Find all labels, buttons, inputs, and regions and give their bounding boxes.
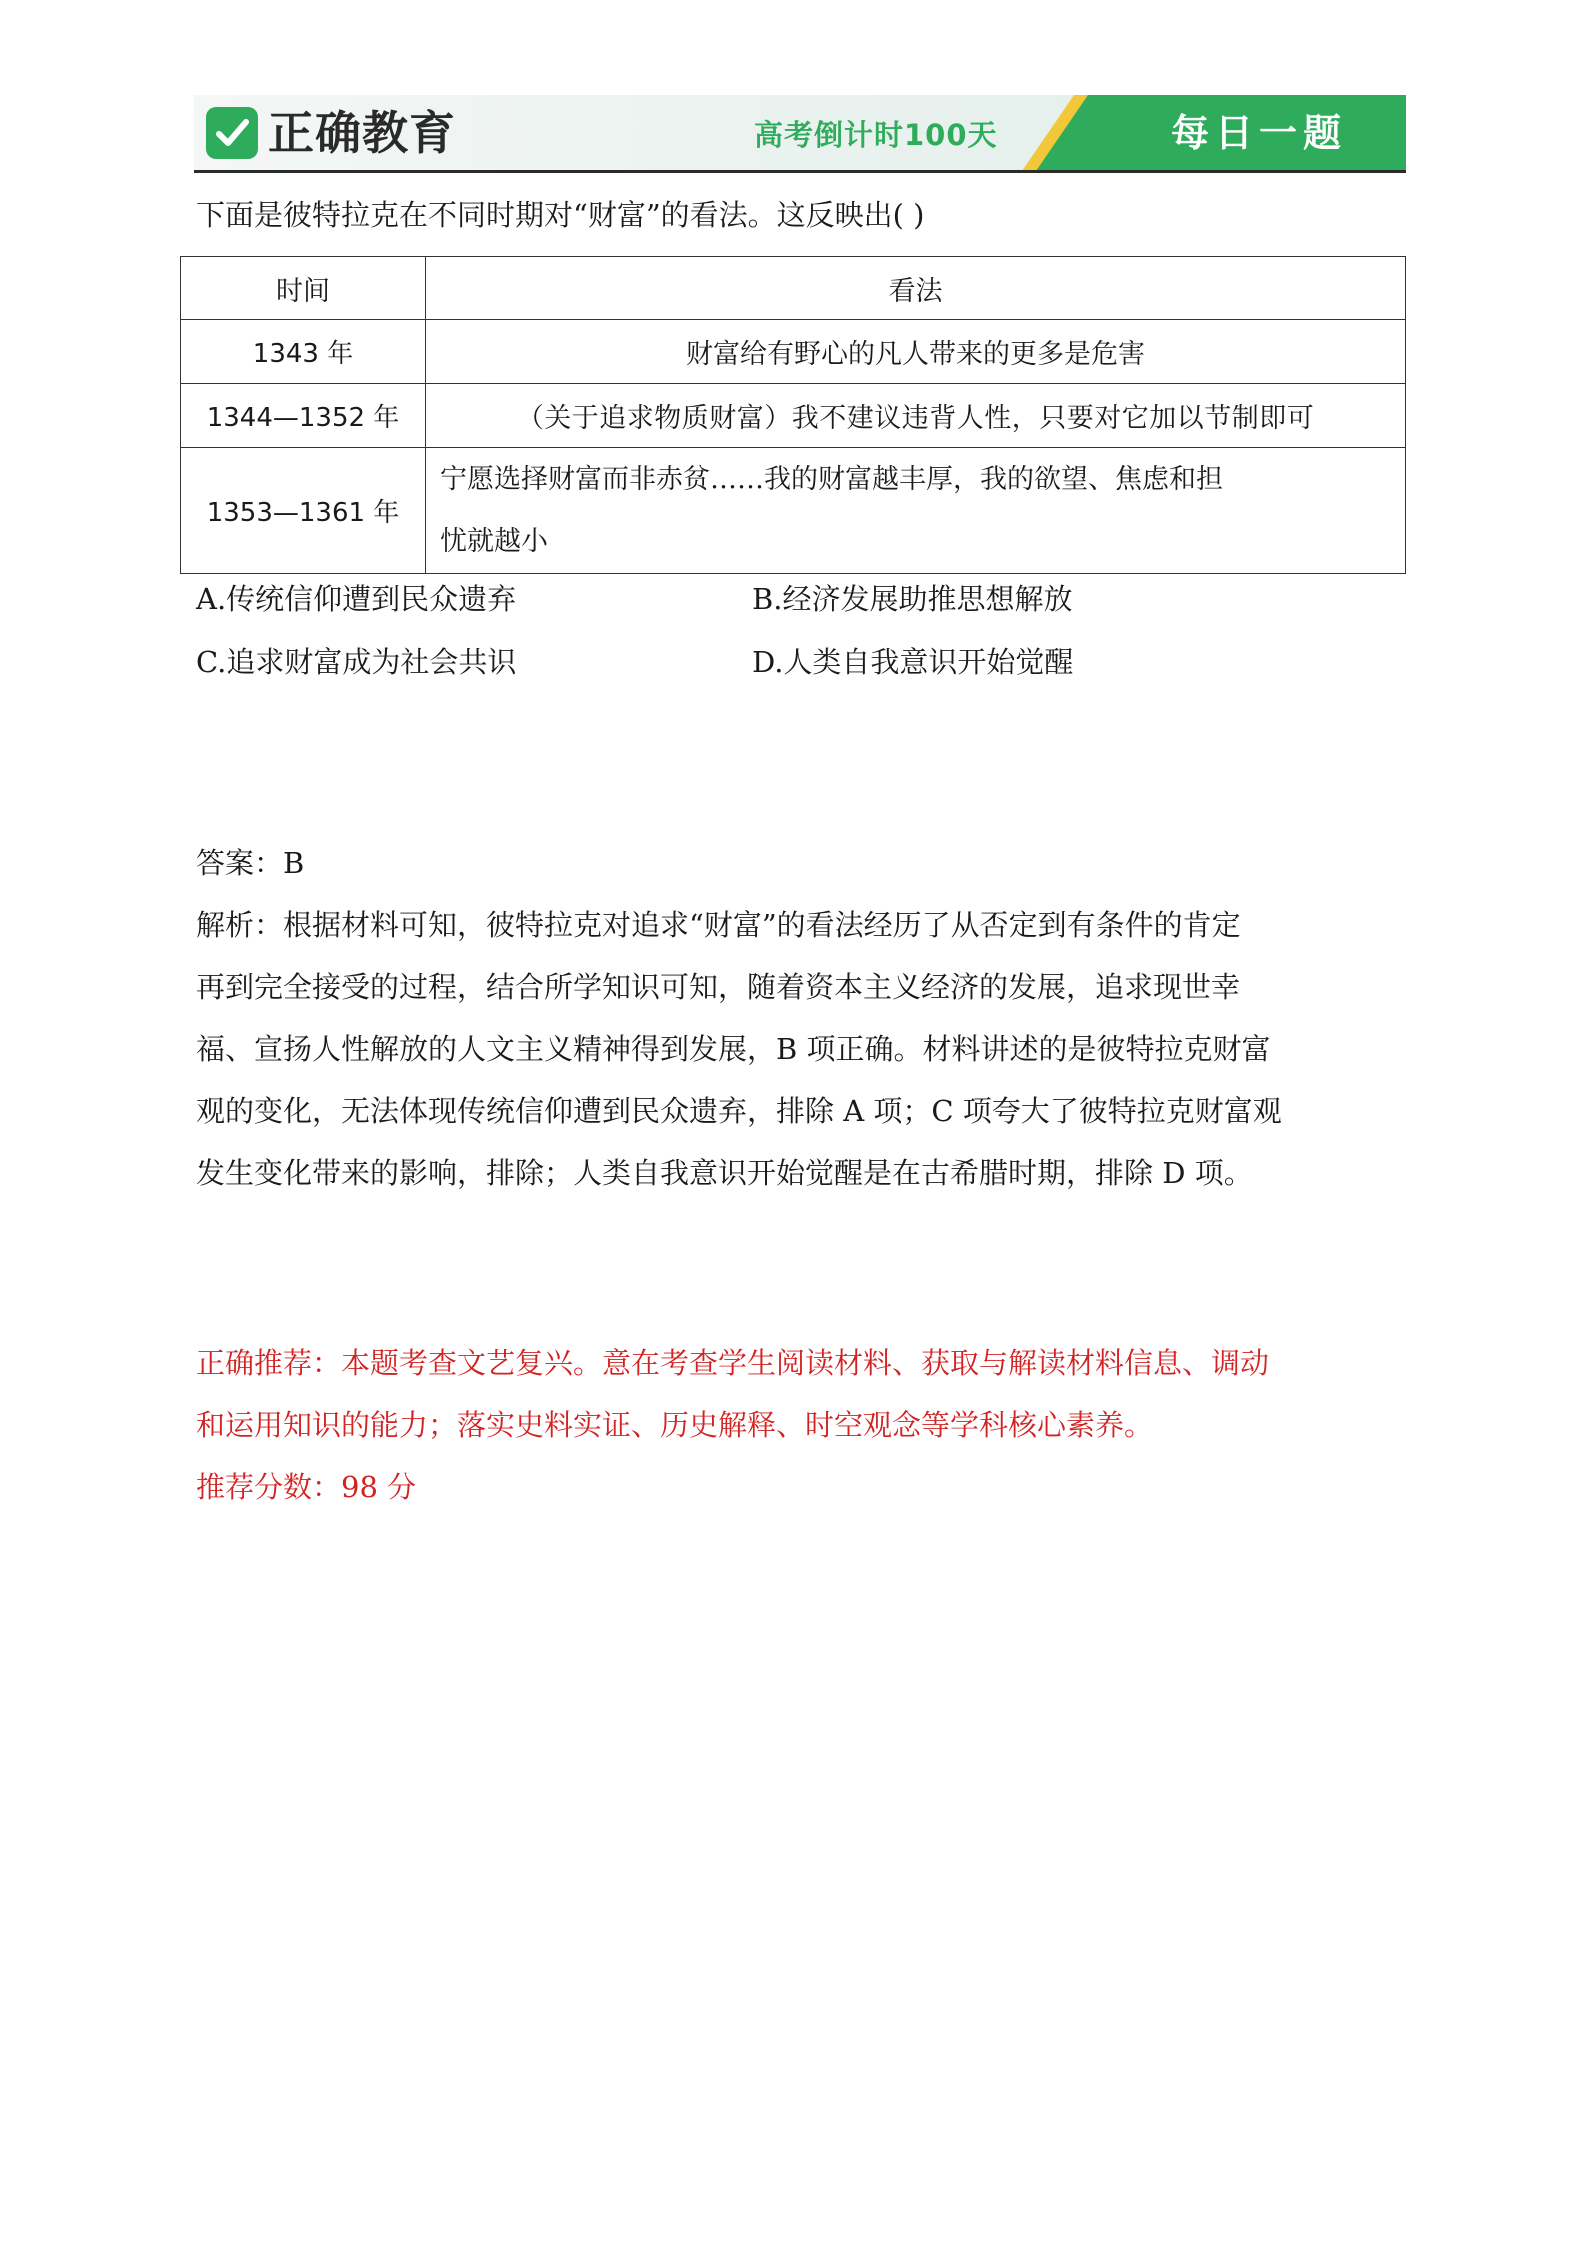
analysis-line: 解析：根据材料可知，彼特拉克对追求“财富”的看法经历了从否定到有条件的肯定 bbox=[196, 908, 1241, 942]
question-text: 下面是彼特拉克在不同时期对“财富”的看法。这反映出( ) bbox=[196, 198, 925, 232]
row-time: 1344—1352 年 bbox=[181, 384, 426, 448]
analysis-line: 再到完全接受的过程，结合所学知识可知，随着资本主义经济的发展，追求现世幸 bbox=[196, 970, 1241, 1004]
row-time: 1353—1361 年 bbox=[181, 448, 426, 574]
analysis-line: 发生变化带来的影响，排除；人类自我意识开始觉醒是在古希腊时期，排除 D 项。 bbox=[196, 1156, 1253, 1190]
answer-text: 答案：B bbox=[196, 846, 305, 880]
row-view: 财富给有野心的凡人带来的更多是危害 bbox=[426, 320, 1406, 384]
table-row bbox=[181, 448, 1406, 574]
checkmark-logo-icon bbox=[206, 107, 258, 159]
recommend-section bbox=[196, 1332, 1406, 1518]
daily-question-label: 每日一题 bbox=[1170, 111, 1347, 155]
table-header-row bbox=[181, 257, 1406, 320]
brand-name: 正确教育 bbox=[268, 106, 456, 160]
table-row bbox=[181, 384, 1406, 448]
recommend-line: 正确推荐：本题考查文艺复兴。意在考查学生阅读材料、获取与解读材料信息、调动 bbox=[196, 1346, 1270, 1380]
recommend-score: 推荐分数：98 分 bbox=[196, 1470, 417, 1504]
option-a: A.传统信仰遭到民众遗弃 bbox=[196, 582, 517, 616]
daily-question-tab bbox=[1022, 95, 1406, 171]
header-divider bbox=[194, 170, 1406, 173]
analysis-line: 观的变化，无法体现传统信仰遭到民众遗弃，排除 A 项；C 项夸大了彼特拉克财富观 bbox=[196, 1094, 1282, 1128]
option-c: C.追求财富成为社会共识 bbox=[196, 645, 517, 679]
analysis-line: 福、宣扬人性解放的人文主义精神得到发展，B 项正确。材料讲述的是彼特拉克财富 bbox=[196, 1032, 1271, 1066]
recommend-line: 和运用知识的能力；落实史料实证、历史解释、时空观念等学科核心素养。 bbox=[196, 1408, 1154, 1442]
row-time: 1343 年 bbox=[181, 320, 426, 384]
header-banner bbox=[194, 95, 1406, 171]
row-view: （关于追求物质财富）我不建议违背人性，只要对它加以节制即可 bbox=[426, 384, 1406, 448]
option-d: D.人类自我意识开始觉醒 bbox=[752, 645, 1074, 679]
material-table bbox=[180, 256, 1406, 574]
answer-section bbox=[196, 832, 1406, 1204]
row-view bbox=[426, 448, 1406, 574]
header-view: 看法 bbox=[426, 257, 1406, 320]
header-time: 时间 bbox=[181, 257, 426, 320]
countdown-label: 高考倒计时100天 bbox=[754, 118, 998, 152]
option-b: B.经济发展助推思想解放 bbox=[752, 582, 1073, 616]
row-view-line: 宁愿选择财富而非赤贫……我的财富越丰厚，我的欲望、焦虑和担 bbox=[440, 463, 1223, 495]
table-row bbox=[181, 320, 1406, 384]
row-view-line: 忧就越小 bbox=[440, 525, 548, 557]
